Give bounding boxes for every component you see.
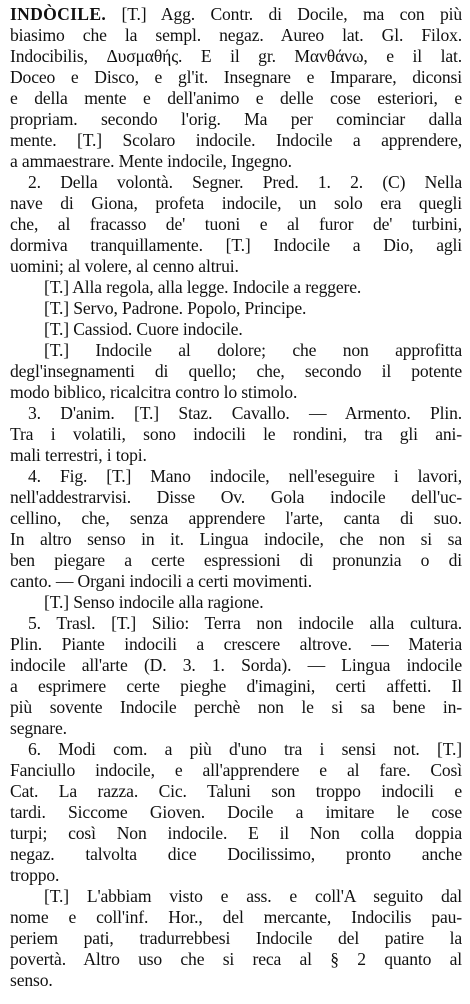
entry-line-42: troppo. [10, 865, 60, 885]
dictionary-entry [10, 4, 462, 991]
entry-line-31: Plin. Piante indocili a crescere altrove. — Materia [10, 634, 462, 654]
entry-line-5: e della mente e dell'animo e delle cose esteriori, e [10, 88, 462, 108]
entry-line-29: [T.] Senso indocile alla ragione. [44, 592, 264, 612]
entry-line-28: canto. — Organi indocili a certi movimenti. [10, 571, 313, 591]
entry-line-33: a esprimere certe pieghe d'imagini, certi affetti. Il [10, 676, 462, 696]
entry-line-44: nome e coll'inf. Hor., del mercante, Indocilis pau- [10, 907, 462, 927]
entry-line-9: 2. Della volontà. Segner. Pred. 1. 2. (C) Nella [28, 172, 462, 192]
entry-line-16: [T.] Cassiod. Cuore indocile. [44, 319, 243, 339]
entry-line-6: propriam. secondo l'orig. Ma per cominciar dalla [10, 109, 462, 129]
entry-line-17: [T.] Indocile al dolore; che non approfitta [44, 340, 462, 360]
entry-line-8: a ammaestrare. Mente indocile, Ingegno. [10, 151, 292, 171]
entry-line-13: uomini; al volere, al cenno altrui. [10, 256, 239, 276]
entry-line-36: 6. Modi com. a più d'uno tra i sensi not. [T.] [28, 739, 462, 759]
entry-line-32: indocile all'arte (D. 3. 1. Sorda). — Lingua indocile [10, 655, 462, 675]
definition-text: [T.] Agg. Contr. di Docile, ma con più [106, 4, 462, 24]
entry-line-26: In altro senso in it. Lingua indocile, che non si sa [10, 529, 462, 549]
entry-line-22: mali terrestri, i topi. [10, 445, 147, 465]
entry-line-23: 4. Fig. [T.] Mano indocile, nell'eseguire i lavori, [28, 466, 462, 486]
entry-line-19: modo biblico, ricalcitra contro lo stimolo. [10, 382, 298, 402]
entry-line-14: [T.] Alla regola, alla legge. Indocile a reggere. [44, 277, 362, 297]
entry-line-7: mente. [T.] Scolaro indocile. Indocile a apprendere, [10, 130, 462, 150]
entry-line-30: 5. Trasl. [T.] Silio: Terra non indocile alla cultura. [28, 613, 462, 633]
entry-line-24: nell'addestrarvisi. Disse Ov. Gola indocile dell'uc- [10, 487, 462, 507]
entry-line-27: ben piegare a certe espressioni di pronunzia o di [10, 550, 462, 570]
entry-line-38: Cat. La razza. Cic. Taluni son troppo indocili e [10, 781, 462, 801]
entry-line-45: periem pati, tradurrebbesi Indocile del patire la [10, 928, 462, 948]
entry-line-10: nave di Giona, profeta indocile, un solo era quegli [10, 193, 462, 213]
entry-line-15: [T.] Servo, Padrone. Popolo, Principe. [44, 298, 307, 318]
entry-line-18: degl'insegnamenti di quello; che, secondo il potente [10, 361, 462, 381]
entry-line-4: Doceo e Disco, e gl'it. Insegnare e Imparare, diconsi [10, 67, 462, 87]
entry-line-21: Tra i volatili, sono indocili le rondini, tra gli ani- [10, 424, 462, 444]
entry-line-25: cellino, che, senza apprendere l'arte, canta di suo. [10, 508, 462, 528]
entry-line-37: Fanciullo indocile, e all'apprendere e al fare. Così [10, 760, 462, 780]
entry-line-20: 3. D'anim. [T.] Staz. Cavallo. — Armento. Plin. [28, 403, 462, 423]
entry-line-41: negaz. talvolta dice Docilissimo, pronto anche [10, 844, 462, 864]
entry-line-11: che, al fracasso de' tuoni e al furor de' turbini, [10, 214, 462, 234]
headword: INDÒCILE. [10, 4, 107, 24]
entry-line-1 [10, 4, 462, 25]
entry-line-43: [T.] L'abbiam visto e ass. e coll'A seguito dal [44, 886, 462, 906]
entry-line-3: Indocibilis, Δυσμαθής. E il gr. Μανθάνω, e il lat. [10, 46, 462, 66]
entry-line-40: turpi; così Non indocile. E il Non colla doppia [10, 823, 462, 843]
entry-line-34: più sovente Indocile perchè non le si sa bene in- [10, 697, 462, 717]
entry-line-12: dormiva tranquillamente. [T.] Indocile a Dio, agli [10, 235, 462, 255]
entry-line-35: segnare. [10, 718, 67, 738]
entry-line-47: senso. [10, 970, 53, 990]
entry-line-46: povertà. Altro uso che si reca al § 2 quanto al [10, 949, 462, 969]
entry-line-2: biasimo che la sempl. negaz. Aureo lat. Gl. Filox. [10, 25, 462, 45]
entry-line-39: tardi. Siccome Gioven. Docile a imitare le cose [10, 802, 462, 822]
